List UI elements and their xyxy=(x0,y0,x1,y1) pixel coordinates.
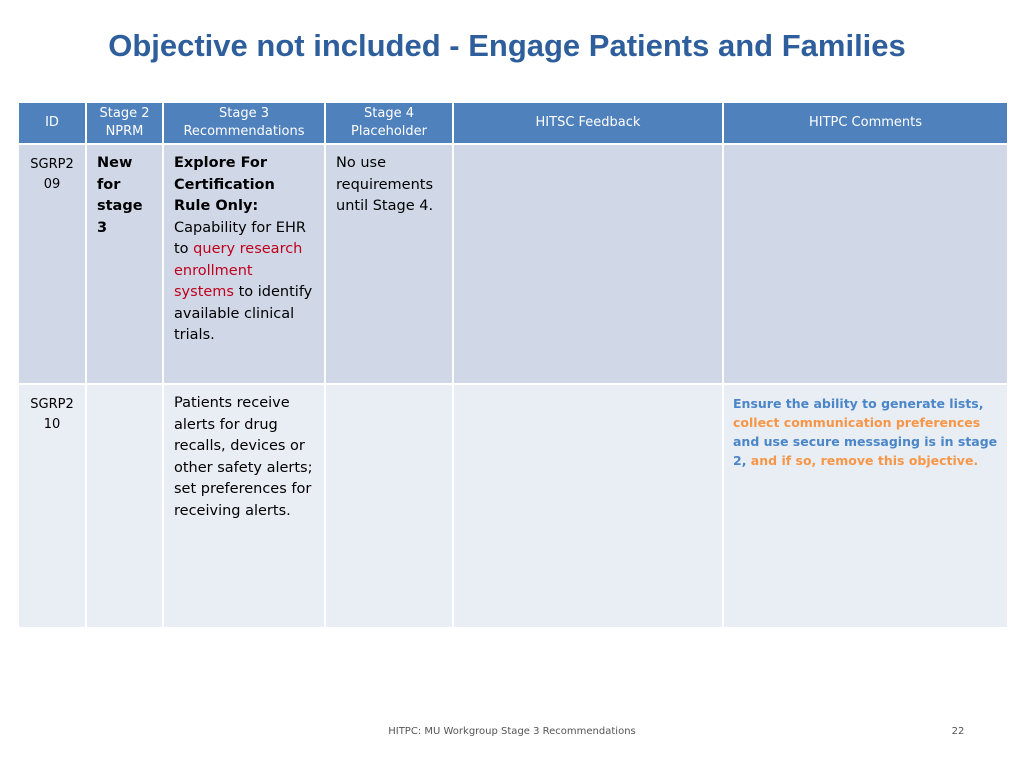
objectives-table xyxy=(17,101,1009,629)
hitpc-cell xyxy=(723,144,1008,384)
table-header-row xyxy=(18,102,1008,144)
header-stage3-recommendations: Stage 3 Recommendations xyxy=(163,102,325,144)
stage3-highlight-text: query research enrollment systems xyxy=(174,241,303,300)
hitsc-cell xyxy=(453,384,723,628)
header-stage4-placeholder: Stage 4 Placeholder xyxy=(325,102,453,144)
row-id-cell: SGRP2 10 xyxy=(18,384,86,628)
slide-title: Objective not included - Engage Patients and Families xyxy=(108,28,906,63)
table-row xyxy=(18,384,1008,628)
hitsc-cell xyxy=(453,144,723,384)
comment-text-part3: and use secure messaging is in stage 2, xyxy=(733,434,998,468)
stage4-cell xyxy=(325,384,453,628)
page-number: 22 xyxy=(951,726,965,737)
comment-text-part4: and if so, remove this objective. xyxy=(746,453,979,468)
comment-text-part2: collect communication preferences xyxy=(733,415,981,430)
hitpc-cell xyxy=(723,384,1008,628)
stage3-text: Capability for EHR to xyxy=(174,219,306,257)
stage2-cell: New for stage 3 xyxy=(86,144,163,384)
table-row xyxy=(18,144,1008,384)
header-hitpc-comments: HITPC Comments xyxy=(723,102,1008,144)
stage4-cell: No use requirements until Stage 4. xyxy=(325,144,453,384)
header-stage2-nprm: Stage 2 NPRM xyxy=(86,102,163,144)
footer-text: HITPC: MU Workgroup Stage 3 Recommendations xyxy=(388,726,636,737)
stage3-cell: Patients receive alerts for drug recalls, devices or other safety alerts; set preferences for receiving alerts. xyxy=(163,384,325,628)
stage3-text-end: to identify available clinical trials. xyxy=(174,284,313,343)
stage3-cell xyxy=(163,144,325,384)
stage2-cell xyxy=(86,384,163,628)
header-id: ID xyxy=(18,102,86,144)
stage3-bold-text: Explore For Certification Rule Only: xyxy=(174,155,275,214)
row-id-cell: SGRP2 09 xyxy=(18,144,86,384)
header-hitsc-feedback: HITSC Feedback xyxy=(453,102,723,144)
comment-text-part1: Ensure the ability to generate lists, xyxy=(733,396,984,411)
